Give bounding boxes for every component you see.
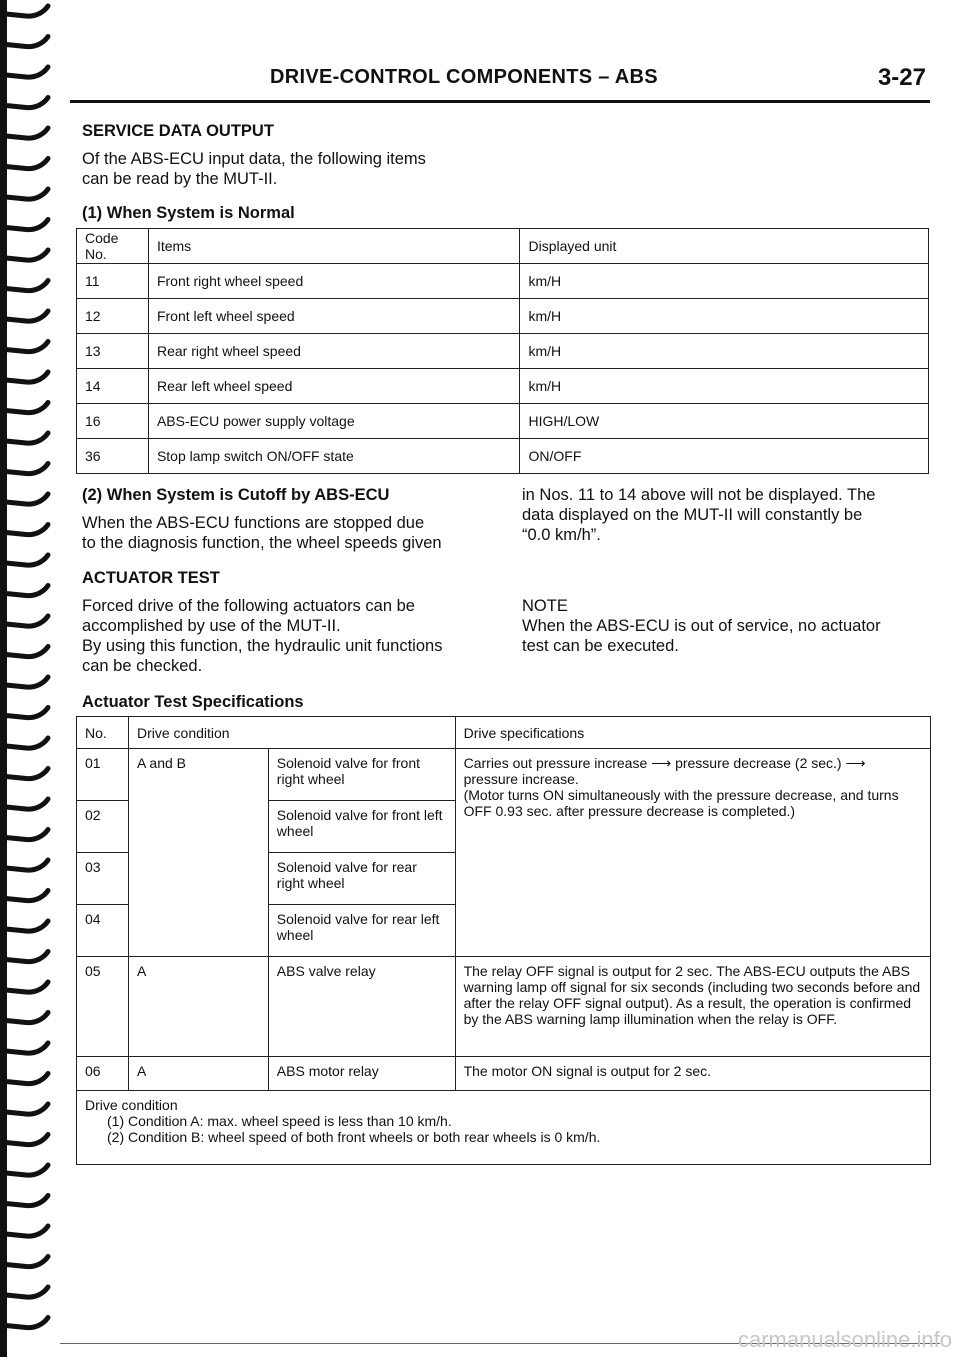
binding-hook (6, 494, 48, 504)
table-header-row (77, 717, 931, 749)
binding-hook (6, 128, 48, 138)
unit-cell: km/H (520, 334, 929, 369)
header-drive-condition: Drive condition (128, 717, 455, 749)
spec-text-1: Carries out pressure increase ⟶ pressure decrease (2 sec.) ⟶ pressure increase. (463, 755, 866, 787)
binding-edge (0, 0, 62, 1357)
binding-hook (6, 189, 48, 199)
header-unit: Displayed unit (520, 229, 929, 264)
binding-hook (6, 250, 48, 260)
binding-hook (6, 464, 48, 474)
page-number: 3-27 (877, 64, 926, 91)
unit-cell: km/H (520, 369, 929, 404)
binding-hook (6, 1318, 48, 1328)
note-line-2: test can be executed. (522, 637, 679, 655)
service-data-table (76, 228, 929, 474)
item-cell: Stop lamp switch ON/OFF state (148, 439, 520, 474)
code-cell: 12 (77, 299, 149, 334)
item-cell: Solenoid valve for front right wheel (268, 749, 455, 801)
binding-hook (6, 342, 48, 352)
binding-hook (6, 830, 48, 840)
binding-hook (6, 982, 48, 992)
item-cell: ABS valve relay (268, 957, 455, 1057)
binding-hook (6, 1074, 48, 1084)
binding-hook (6, 1135, 48, 1145)
table-row (77, 404, 929, 439)
normal-heading: (1) When System is Normal (82, 204, 295, 222)
binding-hook (6, 952, 48, 962)
actuator-test-table (76, 716, 931, 1165)
note-condition-b: (2) Condition B: wheel speed of both front wheels or both rear wheels is 0 km/h. (107, 1129, 601, 1145)
table-row (77, 334, 929, 369)
drive-condition-note (77, 1091, 931, 1165)
item-cell: Solenoid valve for rear right wheel (268, 853, 455, 905)
unit-cell: km/H (520, 299, 929, 334)
item-cell: Rear left wheel speed (148, 369, 520, 404)
note-line-1: When the ABS-ECU is out of service, no actuator (522, 617, 881, 635)
condition-cell: A and B (128, 749, 268, 957)
binding-hook (6, 769, 48, 779)
spec-cell: The relay OFF signal is output for 2 sec. The ABS-ECU outputs the ABS warning lamp off signal for six seconds (including two seconds before and after the relay OFF signal output). As a result, the operation is confirmed by the ABS warning lamp illumination when the relay is OFF. (455, 957, 930, 1057)
code-cell: 13 (77, 334, 149, 369)
binding-hook (6, 1226, 48, 1236)
table-header-row (77, 229, 929, 264)
binding-hook (6, 37, 48, 47)
condition-cell: A (128, 1057, 268, 1091)
spec-heading: Actuator Test Specifications (82, 693, 304, 711)
binding-hook (6, 1257, 48, 1267)
table-row (77, 957, 931, 1057)
service-intro-1: Of the ABS-ECU input data, the following items (82, 150, 426, 168)
binding-hook (6, 555, 48, 565)
binding-hook (6, 525, 48, 535)
no-cell: 01 (77, 749, 129, 801)
cutoff-line-1: When the ABS-ECU functions are stopped due (82, 514, 425, 532)
item-cell: Rear right wheel speed (148, 334, 520, 369)
item-cell: Front left wheel speed (148, 299, 520, 334)
binding-hook (6, 616, 48, 626)
note-title: Drive condition (85, 1097, 178, 1113)
unit-cell: ON/OFF (520, 439, 929, 474)
binding-hook (6, 1013, 48, 1023)
table-row (77, 299, 929, 334)
no-cell: 02 (77, 801, 129, 853)
table-row (77, 1057, 931, 1091)
actuator-line-2: accomplished by use of the MUT-II. (82, 617, 341, 635)
actuator-line-3: By using this function, the hydraulic unit functions (82, 637, 443, 655)
table-row (77, 749, 931, 801)
code-cell: 14 (77, 369, 149, 404)
binding-hook (6, 6, 48, 16)
binding-hook (6, 891, 48, 901)
table-row (77, 439, 929, 474)
item-cell: ABS-ECU power supply voltage (148, 404, 520, 439)
header-items: Items (148, 229, 520, 264)
binding-hook (6, 220, 48, 230)
binding-hook (6, 403, 48, 413)
binding-hook (6, 1165, 48, 1175)
binding-hook (6, 67, 48, 77)
header-rule (70, 100, 930, 103)
item-cell: Solenoid valve for rear left wheel (268, 905, 455, 957)
binding-hook (6, 921, 48, 931)
no-cell: 05 (77, 957, 129, 1057)
no-cell: 03 (77, 853, 129, 905)
binding-hook (6, 1104, 48, 1114)
note-label: NOTE (522, 597, 568, 615)
binding-hook (6, 98, 48, 108)
binding-hook (6, 677, 48, 687)
binding-hook (6, 586, 48, 596)
service-intro-2: can be read by the MUT-II. (82, 170, 278, 188)
binding-hook (6, 647, 48, 657)
code-cell: 16 (77, 404, 149, 439)
table-row (77, 264, 929, 299)
item-cell: Front right wheel speed (148, 264, 520, 299)
condition-cell: A (128, 957, 268, 1057)
spec-cell: The motor ON signal is output for 2 sec. (455, 1057, 930, 1091)
right-line-3: “0.0 km/h”. (522, 526, 601, 544)
binding-hook (6, 159, 48, 169)
page-header (70, 66, 930, 106)
binding-hook (6, 372, 48, 382)
header-drive-spec: Drive specifications (455, 717, 930, 749)
no-cell: 04 (77, 905, 129, 957)
binding-hook (6, 738, 48, 748)
spec-text-2: (Motor turns ON simultaneously with the pressure decrease, and turns OFF 0.93 sec. after pressure decrease is completed.) (463, 787, 899, 819)
binding-hook (6, 311, 48, 321)
binding-hook (6, 1196, 48, 1206)
header-title: DRIVE-CONTROL COMPONENTS – ABS (270, 66, 658, 88)
binding-hook (6, 433, 48, 443)
item-cell: Solenoid valve for front left wheel (268, 801, 455, 853)
binding-hook (6, 281, 48, 291)
unit-cell: HIGH/LOW (520, 404, 929, 439)
right-line-2: data displayed on the MUT-II will constantly be (522, 506, 863, 524)
binding-hook (6, 1287, 48, 1297)
note-condition-a: (1) Condition A: max. wheel speed is less than 10 km/h. (107, 1113, 452, 1129)
code-cell: 36 (77, 439, 149, 474)
cutoff-line-2: to the diagnosis function, the wheel speeds given (82, 534, 442, 552)
actuator-line-1: Forced drive of the following actuators can be (82, 597, 415, 615)
cutoff-heading: (2) When System is Cutoff by ABS-ECU (82, 486, 390, 504)
right-line-1: in Nos. 11 to 14 above will not be displayed. The (522, 486, 876, 504)
header-code: Code No. (77, 229, 149, 264)
item-cell: ABS motor relay (268, 1057, 455, 1091)
binding-hook (6, 860, 48, 870)
actuator-heading: ACTUATOR TEST (82, 569, 220, 587)
code-cell: 11 (77, 264, 149, 299)
binding-hook (6, 708, 48, 718)
actuator-line-4: can be checked. (82, 657, 203, 675)
watermark: carmanualsonline.info (737, 1327, 952, 1352)
spec-cell (455, 749, 930, 957)
binding-hook (6, 1043, 48, 1053)
service-heading: SERVICE DATA OUTPUT (82, 122, 274, 140)
table-row (77, 369, 929, 404)
no-cell: 06 (77, 1057, 129, 1091)
header-no: No. (77, 717, 129, 749)
binding-hook (6, 799, 48, 809)
table-note-row (77, 1091, 931, 1165)
unit-cell: km/H (520, 264, 929, 299)
